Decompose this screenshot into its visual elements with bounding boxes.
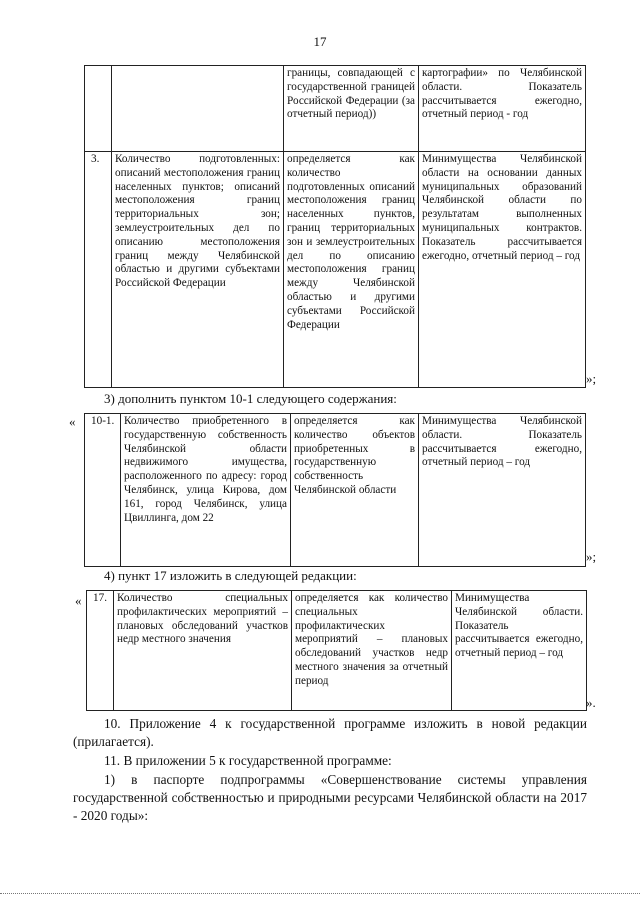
indicator-name: Количество подготовленных: описаний местоположения границ населенных пунктов; описаний местоположения границ территориальных зон; землеустроительных дел по описанию местоположения границ между Челябинской областью и другими субъектами Российской Федерации bbox=[112, 152, 284, 388]
indicators-table-continued bbox=[84, 65, 586, 388]
indicator-method: определяется как количество специальных профилактических мероприятий – плановых обследований участков недр местного значения за отчетный период bbox=[292, 591, 452, 711]
bottom-divider bbox=[0, 893, 640, 894]
item-3-text: 3) дополнить пунктом 10-1 следующего содержания: bbox=[104, 391, 397, 406]
indicator-method: определяется как количество подготовленных описаний местоположения границ населенных пунктов, границ территориальных зон и землеустроительных дел по описанию местоположения границ между Челябинской областью и другими субъектами Российской Федерации bbox=[284, 152, 419, 388]
table-row bbox=[87, 591, 587, 711]
indicator-source: Минимущества Челябинской области на основании данных муниципальных образований Челябинской области по результатам выполненных муниципальных контрактов. Показатель рассчитывается ежегодно, отчетный период – год bbox=[419, 152, 586, 388]
indicator-source: картографии» по Челябинской области. Показатель рассчитывается ежегодно, отчетный период - год bbox=[419, 66, 586, 152]
closing-quote-mark: ». bbox=[586, 695, 596, 710]
item-4-text: 4) пункт 17 изложить в следующей редакции: bbox=[104, 568, 357, 583]
opening-quote-mark: « bbox=[69, 414, 76, 429]
row-number bbox=[85, 66, 112, 152]
opening-quote-mark: « bbox=[75, 593, 82, 608]
item-10-1-table bbox=[84, 413, 586, 567]
indicator-name bbox=[112, 66, 284, 152]
table-row bbox=[85, 66, 586, 152]
indicator-name: Количество специальных профилактических мероприятий – плановых обследований участков недр местного значения bbox=[114, 591, 292, 711]
indicator-source: Минимущества Челябинской области. Показатель рассчитывается ежегодно, отчетный период – год bbox=[419, 414, 586, 567]
page-number: 17 bbox=[313, 34, 327, 49]
closing-quote-mark: »; bbox=[586, 549, 597, 564]
row-number: 3. bbox=[85, 152, 112, 388]
row-number: 17. bbox=[87, 591, 114, 711]
paragraph-11: 11. В приложении 5 к государственной программе: bbox=[104, 753, 392, 768]
row-number: 10-1. bbox=[85, 414, 121, 567]
indicator-source: Минимущества Челябинской области. Показатель рассчитывается ежегодно, отчетный период – год bbox=[452, 591, 587, 711]
closing-quote-mark: »; bbox=[586, 371, 597, 386]
item-17-table bbox=[86, 590, 587, 711]
indicator-method: границы, совпадающей с государственной границей Российской Федерации (за отчетный период)) bbox=[284, 66, 419, 152]
table-row bbox=[85, 414, 586, 567]
indicator-name: Количество приобретенного в государственную собственность Челябинской области недвижимого имущества, расположенного по адресу: город Челябинск, улица Кирова, дом 161, город Челябинск, улица Цвиллинга, дом 22 bbox=[121, 414, 291, 567]
paragraph-10: 10. Приложение 4 к государственной программе изложить в новой редакции (прилагается). bbox=[73, 716, 587, 749]
indicator-method: определяется как количество объектов приобретенных в государственную собственность Челябинской области bbox=[291, 414, 419, 567]
table-row bbox=[85, 152, 586, 388]
paragraph-11-item-1: 1) в паспорте подпрограммы «Совершенствование системы управления государственной собственностью и природными ресурсами Челябинской области на 2017 - 2020 годы»: bbox=[73, 772, 587, 823]
